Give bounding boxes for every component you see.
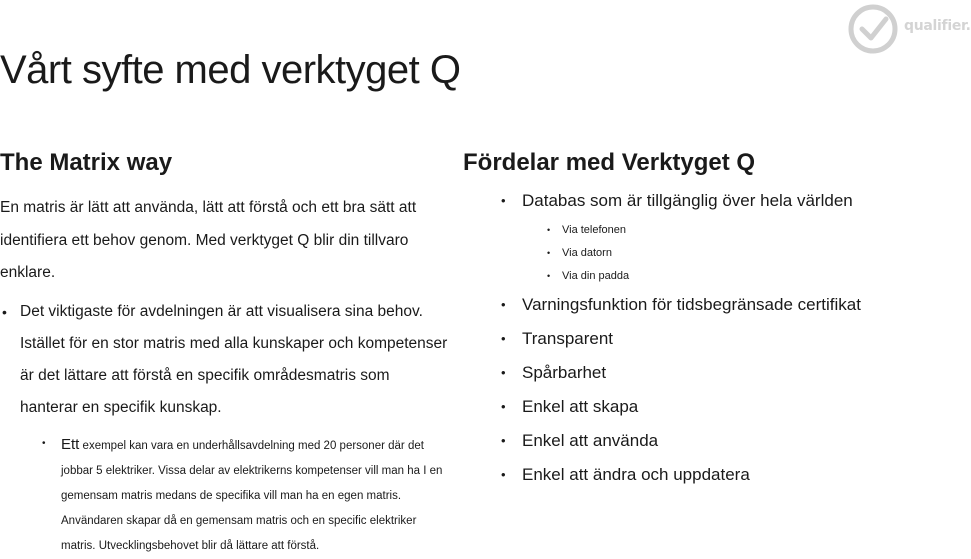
benefit-sub-item: • Via din padda [562,268,629,284]
sub-bullet-lead: Ett [61,436,80,453]
benefit-sub-item: • Via telefonen [562,222,626,238]
benefit-item: • Varningsfunktion för tidsbegränsade certifikat [522,294,861,316]
left-heading: The Matrix way [0,149,173,176]
benefit-item: • Enkel att använda [522,430,658,452]
benefit-item: • Databas som är tillgänglig över hela världen [522,190,853,212]
benefit-item: • Enkel att skapa [522,396,638,418]
logo-text: qualifier. [904,18,971,34]
qualifier-logo [846,2,971,56]
sub-bullet [61,432,451,559]
benefit-item: • Spårbarhet [522,362,606,384]
slide-title: Vårt syfte med verktyget Q [0,48,461,92]
benefit-item: • Enkel att ändra och uppdatera [522,464,750,486]
main-bullet: • Det viktigaste för avdelningen är att visualisera sina behov. Istället för en stor matris med alla kunskaper och kompetenser är det lättare att förstå en specifik områdesmatris som hanterar en specifik kunskap. [20,296,450,424]
right-column [463,148,960,484]
checkmark-circle-icon [846,2,902,56]
left-column [0,148,455,552]
sub-bullet-text: exempel kan vara en underhållsavdelning med 20 personer där det jobbar 5 elektriker. Vissa delar av elektrikerns kompetenser vill man ha I en gemensam matris medans de specifika vill man ha en egen matris. Användaren skapar då en gemensam matris och en specific elektriker matris. Utvecklingsbehovet blir då lättare att förstå. [61,440,443,552]
benefit-sub-item: • Via datorn [562,245,612,261]
intro-paragraph: En matris är lätt att använda, lätt att förstå och ett bra sätt att identifiera ett behov genom. Med verktyget Q blir din tillvaro enklare. [0,199,417,281]
benefit-item: • Transparent [522,328,613,350]
right-heading: Fördelar med Verktyget Q [463,149,756,176]
